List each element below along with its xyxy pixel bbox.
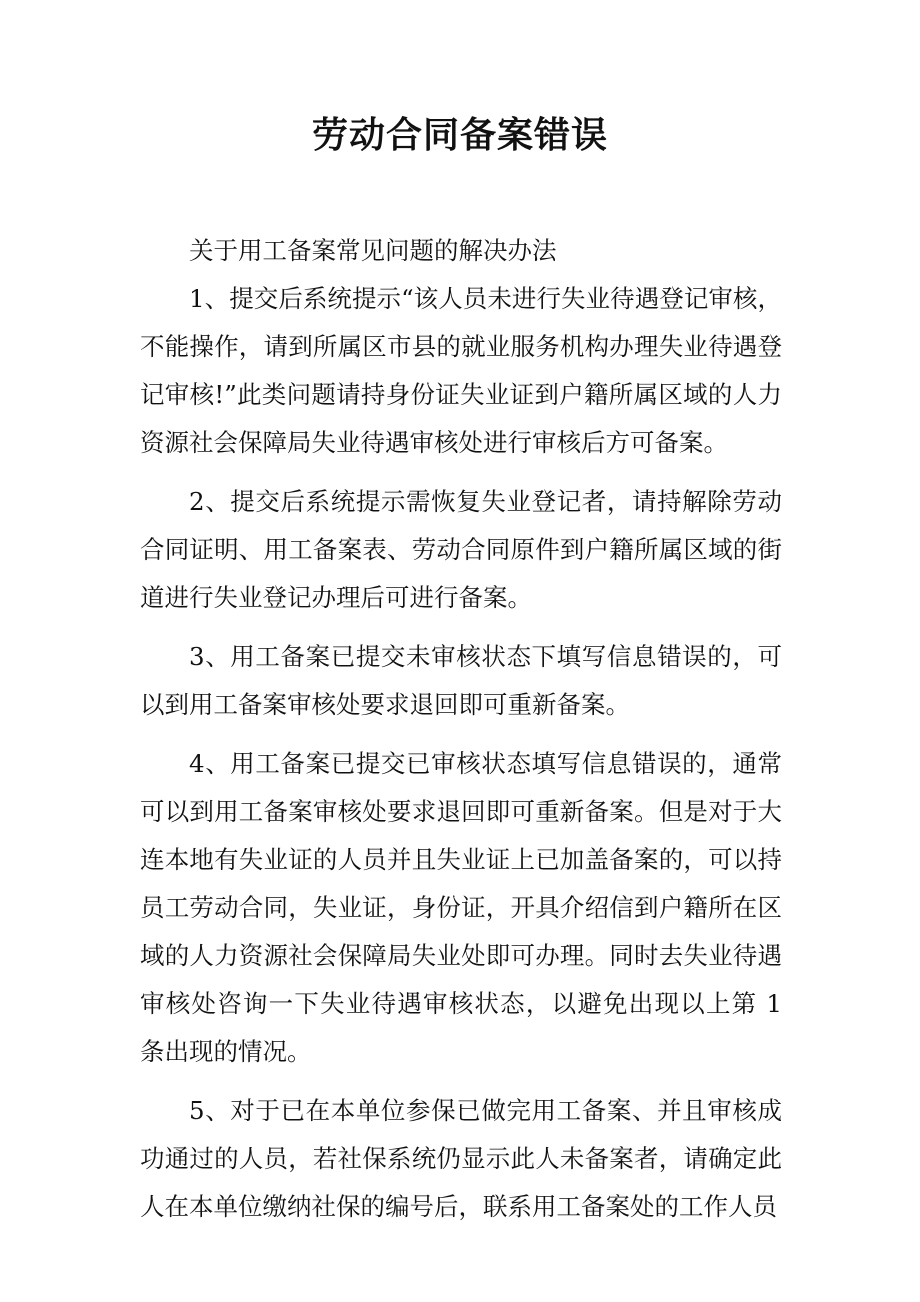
document-subtitle: 关于用工备案常见问题的解决办法 — [189, 236, 557, 265]
paragraph-1: 1、提交后系统提示“该人员未进行失业待遇登记审核，不能操作，请到所属区市县的就业服务机构办理失业待遇登记审核!”此类问题请持身份证失业证到户籍所属区域的人力资源社会保障局失业待遇审核处进行审核后方可备案。 — [140, 284, 782, 457]
paragraph-3: 3、用工备案已提交未审核状态下填写信息错误的，可以到用工备案审核处要求退回即可重新备案。 — [140, 642, 782, 719]
paragraph-2: 2、提交后系统提示需恢复失业登记者，请持解除劳动合同证明、用工备案表、劳动合同原件到户籍所属区域的街道进行失业登记办理后可进行备案。 — [140, 487, 782, 612]
document-body — [140, 227, 782, 1242]
paragraph-4: 4、用工备案已提交已审核状态填写信息错误的，通常可以到用工备案审核处要求退回即可重新备案。但是对于大连本地有失业证的人员并且失业证上已加盖备案的，可以持员工劳动合同，失业证，身份证，开具介绍信到户籍所在区域的人力资源社会保障局失业处即可办理。同时去失业待遇审核处咨询一下失业待遇审核状态，以避免出现以上第 1 条出现的情况。 — [140, 749, 782, 1066]
paragraph-5: 5、对于已在本单位参保已做完用工备案、并且审核成功通过的人员，若社保系统仍显示此人未备案者，请确定此人在本单位缴纳社保的编号后，联系用工备案处的工作人员 — [140, 1096, 782, 1221]
document-title: 劳动合同备案错误 — [311, 115, 608, 156]
